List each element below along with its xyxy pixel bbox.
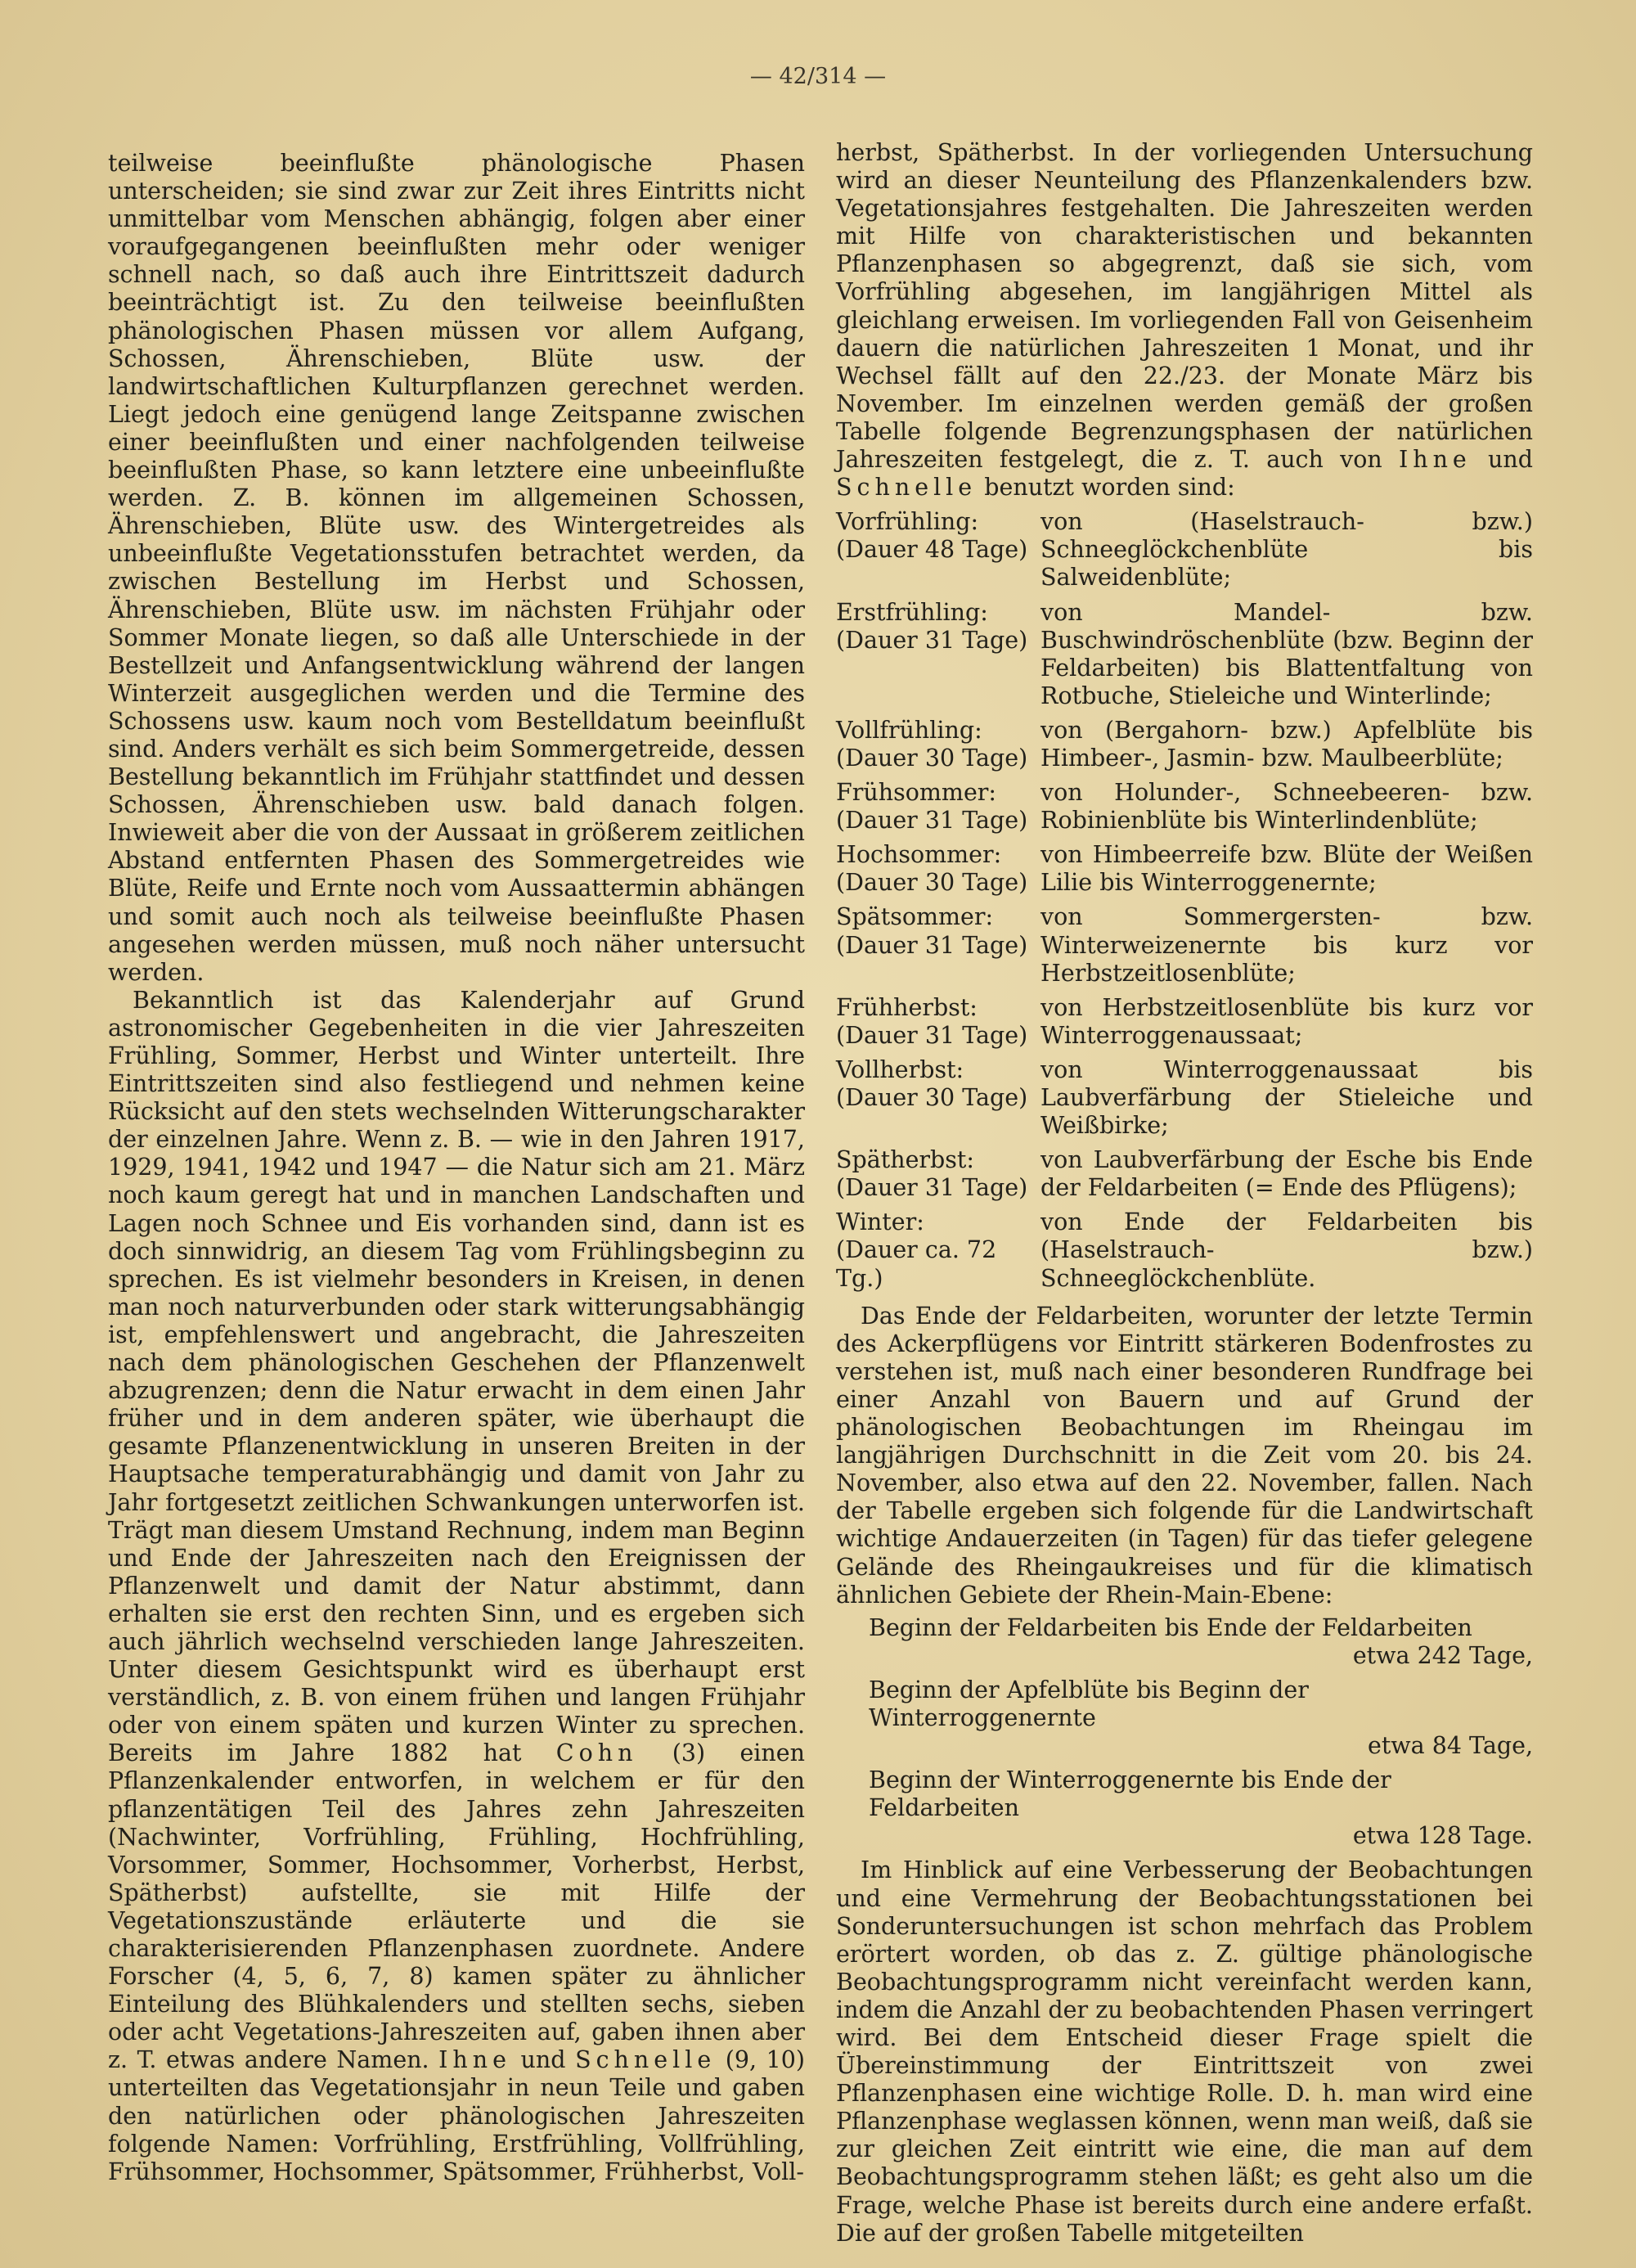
right-column — [836, 139, 1533, 2248]
season-duration: (Dauer 30 Tage) — [836, 1084, 1028, 1111]
conjunction: und — [520, 2046, 566, 2074]
season-name: Hochsommer: — [836, 841, 1002, 869]
paragraph-text: (3) einen Pflanzenkalender entworfen, in welchem er für den pflanzentätigen Teil des Jahres zehn Jahreszeiten (Nachwinter, Vorfrühling, Frühling, Hochfrühling, Vorsommer, Sommer, Hochsommer, Vorherbst, Herbst, Spätherbst) aufstellte, sie mit Hilfe der Vegetationszustände erläuterte und die sie charakterisierenden Pflanzenphasen zuordnete. Andere Forscher (4, 5, 6, 7, 8) kamen später zu ähnlicher Einteilung des Blühkalenders und stellten sechs, sieben oder acht Vegetations-Jahreszeiten auf, gaben ihnen aber z. T. etwas andere Namen. — [108, 1739, 805, 2074]
paragraph-end-of-fieldwork: Das Ende der Feldarbeiten, worunter der letzte Termin des Ackerpflügens vor Eintritt stärkeren Bodenfrostes zu verstehen ist, muß nach einer besonderen Rundfrage bei einer Anzahl von Bauern und auf Grund der phänologischen Beobachtungen im Rheingau im langjährigen Durchschnitt in die Zeit vom 20. bis 24. November, also etwa auf den 22. November, fallen. Nach der Tabelle ergeben sich folgende für die Landwirtschaft wichtige Andauerzeiten (in Tagen) für das tiefer gelegene Gelände des Rheingaukreises und für die klimatisch ähnlichen Gebiete der Rhein-Main-Ebene: — [836, 1302, 1533, 1609]
season-name: Frühsommer: — [836, 779, 997, 807]
paragraph-continuation: teilweise beeinflußte phänologische Phasen unterscheiden; sie sind zwar zur Zeit ihres Eintritts nicht unmittelbar vom Menschen abhängig, folgen aber einer voraufgegangenen beeinflußten mehr oder weniger schnell nach, so daß auch ihre Eintrittszeit dadurch beeinträchtigt ist. Zu den teilweise beeinflußten phänologischen Phasen müssen vor allem Aufgang, Schossen, Ährenschieben, Blüte usw. der landwirtschaftlichen Kulturpflanzen gerechnet werden. Liegt jedoch eine genügend lange Zeitspanne zwischen einer beeinflußten und einer nachfolgenden teilweise beeinflußten Phase, so kann letztere eine unbeeinflußte werden. Z. B. können im allgemeinen Schossen, Ährenschieben, Blüte usw. des Wintergetreides als unbeeinflußte Vegetationsstufen betrachtet werden, da zwischen Bestellung im Herbst und Schossen, Ährenschieben, Blüte usw. im nächsten Frühjahr oder Sommer Monate liegen, so daß alle Unterschiede in der Bestellzeit und Anfangsentwicklung während der langen Winterzeit ausgeglichen werden und die Termine des Schossens usw. kaum noch vom Bestelldatum beeinflußt sind. Anders verhält es sich beim Sommergetreide, dessen Bestellung bekanntlich im Frühjahr stattfindet und dessen Schossen, Ährenschieben usw. bald danach folgen. Inwieweit aber die von der Aussaat in größerem zeitlichen Abstand entfernten Phasen des Sommergetreides wie Blüte, Reife und Ernte noch vom Aussaattermin abhängen und somit auch noch als teilweise beeinflußte Phasen angesehen werden müssen, muß noch näher untersucht werden. — [108, 150, 805, 986]
season-description: von Himbeerreife bzw. Blüte der Weißen Lilie bis Winterroggenernte; — [1040, 841, 1533, 897]
season-name: Vorfrühling: — [836, 508, 979, 536]
season-duration: (Dauer ca. 72 Tg.) — [836, 1236, 997, 1292]
season-entry — [836, 903, 1533, 987]
season-description: von Sommergersten- bzw. Winterweizenernte bis kurz vor Herbstzeitlosenblüte; — [1040, 903, 1533, 987]
author-cohn: Cohn — [555, 1739, 638, 1767]
season-name: Spätherbst: — [836, 1146, 974, 1174]
author-schnelle: Schnelle — [575, 2046, 717, 2074]
season-entry — [836, 1146, 1533, 1202]
duration-entry — [836, 1614, 1533, 1670]
paragraph-calendar-seasons — [108, 987, 805, 2186]
season-duration: (Dauer 48 Tage) — [836, 536, 1028, 564]
season-description: von Holunder-, Schneebeeren- bzw. Robinienblüte bis Winterlindenblüte; — [1040, 779, 1533, 835]
season-description: von Mandel- bzw. Buschwindröschenblüte (bzw. Beginn der Feldarbeiten) bis Blattentfaltung von Rotbuche, Stieleiche und Winterlinde; — [1040, 598, 1533, 709]
duration-label: Beginn der Winterroggenernte bis Ende der Feldarbeiten — [869, 1766, 1391, 1822]
season-description: von (Bergahorn- bzw.) Apfelblüte bis Himbeer-, Jasmin- bzw. Maulbeerblüte; — [1040, 716, 1533, 772]
season-name: Frühherbst: — [836, 993, 978, 1021]
duration-value: etwa 84 Tage, — [1367, 1732, 1533, 1760]
season-entry — [836, 508, 1533, 592]
duration-entry — [836, 1766, 1533, 1850]
season-duration: (Dauer 30 Tage) — [836, 869, 1028, 897]
paragraph-text: (9, 10) unterteilten das Vegetationsjahr in neun Teile und gaben den natürlichen oder phänologischen Jahreszeiten folgende Namen: Vorfrühling, Erstfrühling, Vollfrühling, Frühsommer, Hochsommer, Spätsommer, Frühherbst, Voll- — [108, 2046, 806, 2185]
conjunction: und — [1488, 446, 1534, 474]
author-schnelle: Schnelle — [836, 474, 978, 502]
paragraph-text: herbst, Spätherbst. In der vorliegenden Untersuchung wird an dieser Neunteilung des Pflanzenkalenders bzw. Vegetationsjahres festgehalten. Die Jahreszeiten werden mit Hilfe von charakteristischen und bekannten Pflanzenphasen so abgegrenzt, daß sie sich, vom Vorfrühling abgesehen, im langjährigen Mittel als gleichlang erweisen. Im vorliegenden Fall von Geisenheim dauern die natürlichen Jahreszeiten 1 Monat, und ihr Wechsel fällt auf den 22./23. der Monate März bis November. Im einzelnen werden gemäß der großen Tabelle folgende Begrenzungsphasen der natürlichen Jahreszeiten festgelegt, die z. T. auch von — [836, 139, 1533, 474]
duration-label: Beginn der Apfelblüte bis Beginn der Winterroggenernte — [869, 1676, 1309, 1731]
duration-value: etwa 242 Tage, — [1352, 1641, 1533, 1669]
author-ihne: Ihne — [1398, 446, 1472, 474]
season-name: Vollherbst: — [836, 1055, 964, 1083]
season-entry — [836, 1208, 1533, 1292]
season-duration: (Dauer 31 Tage) — [836, 626, 1028, 654]
duration-entry — [836, 1676, 1533, 1760]
page-number: — 42/314 — — [749, 64, 887, 89]
season-description: von (Haselstrauch- bzw.) Schneeglöckchenblüte bis Salweidenblüte; — [1040, 508, 1533, 592]
season-description: von Laubverfärbung der Esche bis Ende der Feldarbeiten (= Ende des Pflügens); — [1040, 1146, 1533, 1202]
season-entry — [836, 599, 1533, 710]
season-list — [836, 508, 1533, 1292]
season-duration: (Dauer 31 Tage) — [836, 931, 1028, 959]
season-entry — [836, 994, 1533, 1050]
season-name: Winter: — [836, 1208, 924, 1236]
season-duration: (Dauer 31 Tage) — [836, 807, 1028, 835]
season-duration: (Dauer 31 Tage) — [836, 1021, 1028, 1049]
duration-label: Beginn der Feldarbeiten bis Ende der Feldarbeiten — [869, 1613, 1472, 1641]
paragraph-text: Bekanntlich ist das Kalenderjahr auf Grund astronomischer Gegebenheiten in die vier Jahreszeiten Frühling, Sommer, Herbst und Winter unterteilt. Ihre Eintrittszeiten sind also festliegend und nehmen keine Rücksicht auf den stets wechselnden Witterungscharakter der einzelnen Jahre. Wenn z. B. — wie in den Jahren 1917, 1929, 1941, 1942 und 1947 — die Natur sich am 21. März noch kaum geregt hat und in manchen Landschaften und Lagen noch Schnee und Eis vorhanden sind, dann ist es doch sinnwidrig, an diesem Tag vom Frühlingsbeginn zu sprechen. Es ist vielmehr besonders in Kreisen, in denen man noch naturverbunden oder stark witterungsabhängig ist, empfehlenswert und angebracht, die Jahreszeiten nach dem phänologischen Geschehen der Pflanzenwelt abzugrenzen; denn die Natur erwacht in dem einen Jahr früher und in dem anderen später, wie überhaupt die gesamte Pflanzenentwicklung in unseren Breiten in der Hauptsache temperaturabhängig und damit von Jahr zu Jahr fortgesetzt zeitlichen Schwankungen unterworfen ist. Trägt man diesem Umstand Rechnung, indem man Beginn und Ende der Jahreszeiten nach den Ereignissen der Pflanzenwelt und damit der Natur abstimmt, dann erhalten sie erst den rechten Sinn, und es ergeben sich auch jährlich wechselnd verschieden lange Jahreszeiten. Unter diesem Gesichtspunkt wird es überhaupt erst verständlich, z. B. von einem frühen und langen Frühjahr oder von einem späten und kurzen Winter zu sprechen. Bereits im Jahre 1882 hat — [108, 986, 805, 1767]
season-name: Spätsommer: — [836, 903, 994, 931]
duration-list — [836, 1614, 1533, 1851]
season-entry — [836, 1056, 1533, 1140]
author-ihne: Ihne — [438, 2046, 511, 2074]
season-description: von Winterroggenaussaat bis Laubverfärbung der Stieleiche und Weißbirke; — [1040, 1055, 1533, 1140]
duration-value: etwa 128 Tage. — [1352, 1822, 1533, 1850]
season-description: von Herbstzeitlosenblüte bis kurz vor Winterroggenaussaat; — [1040, 993, 1533, 1049]
season-name: Erstfrühling: — [836, 598, 988, 626]
paragraph-intro — [836, 139, 1533, 502]
season-description: von Ende der Feldarbeiten bis (Haselstrauch- bzw.) Schneeglöckchenblüte. — [1040, 1208, 1533, 1292]
season-entry — [836, 717, 1533, 772]
season-duration: (Dauer 30 Tage) — [836, 744, 1028, 772]
season-entry — [836, 841, 1533, 897]
paragraph-observation-program: Im Hinblick auf eine Verbesserung der Beobachtungen und eine Vermehrung der Beobachtungsstationen bei Sonderuntersuchungen ist schon mehrfach das Problem erörtert worden, ob das z. Z. gültige phänologische Beobachtungsprogramm nicht vereinfacht werden kann, indem die Anzahl der zu beobachtenden Phasen verringert wird. Bei dem Entscheid dieser Frage spielt die Übereinstimmung der Eintrittszeit von zwei Pflanzenphasen eine wichtige Rolle. D. h. man wird eine Pflanzenphase weglassen können, wenn man weiß, daß sie zur gleichen Zeit eintritt wie eine, die man auf dem Beobachtungsprogramm stehen läßt; es geht also um die Frage, welche Phase ist bereits durch eine andere erfaßt. Die auf der großen Tabelle mitgeteilten — [836, 1856, 1533, 2247]
season-duration: (Dauer 31 Tage) — [836, 1174, 1028, 1202]
season-name: Vollfrühling: — [836, 716, 982, 744]
paragraph-text: benutzt worden sind: — [984, 474, 1235, 502]
left-column — [108, 150, 805, 2186]
season-entry — [836, 779, 1533, 835]
